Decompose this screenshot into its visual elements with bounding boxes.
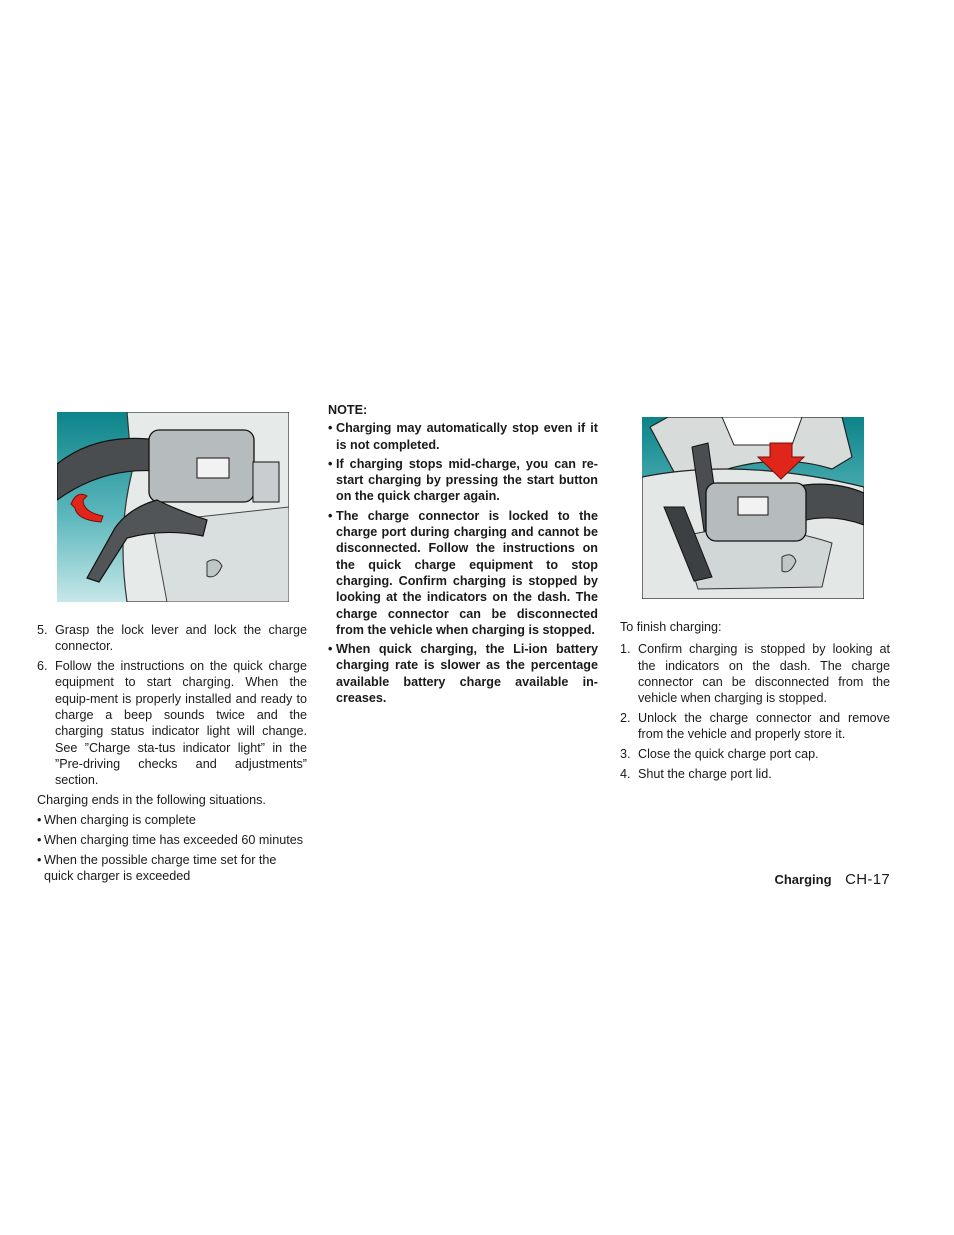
charging-ends-list: [37, 812, 307, 884]
unplug-connector-image: [642, 417, 864, 599]
finish-steps-list: [620, 641, 890, 782]
bullet-glyph: •: [37, 852, 42, 867]
charging-ends-intro: Charging ends in the following situations.: [37, 792, 266, 807]
list-item: [328, 508, 598, 638]
right-column: [620, 417, 890, 786]
note-text: Charging may automatically stop even if it is not completed.: [336, 421, 598, 452]
page-number: CH-17: [845, 871, 890, 888]
bullet-text: When the possible charge time set for the quick charger is exceeded: [44, 852, 277, 884]
list-item: [620, 746, 890, 762]
note-text: When quick charging, the Li-ion battery charging rate is slower as the percentage available battery charge available in-creases.: [336, 642, 598, 706]
bullet-text: When charging is complete: [44, 813, 196, 828]
list-item: [620, 710, 890, 743]
list-item: [328, 456, 598, 505]
notes-list: [328, 420, 598, 706]
step-number: 4.: [620, 766, 631, 781]
step-text: Shut the charge port lid.: [638, 766, 772, 781]
step-text: Close the quick charge port cap.: [638, 747, 819, 762]
list-item: [37, 812, 307, 828]
unplug-connector-illustration: [642, 417, 864, 599]
step-number: 3.: [620, 747, 631, 762]
finish-intro: To finish charging:: [620, 620, 722, 634]
step-text: Unlock the charge connector and remove from the vehicle and properly store it.: [638, 710, 890, 742]
bullet-glyph: •: [328, 421, 333, 436]
lock-lever-image: [57, 412, 289, 602]
page-footer: [774, 871, 890, 888]
step-number: 2.: [620, 710, 631, 725]
list-item: [620, 641, 890, 706]
note-text: The charge connector is locked to the charge port during charging and cannot be disconnected. Follow the instructions on the quick charge equipment to stop charging. Confirm charging is stopped by looking at the indicators on the dash. The charge connector can be disconnected from the vehicle when charging is stopped.: [336, 508, 598, 637]
note-title: NOTE:: [328, 403, 368, 417]
step-number: 6.: [37, 659, 48, 674]
middle-column: [328, 402, 598, 709]
start-steps-list: [37, 622, 307, 788]
list-item: [37, 832, 307, 848]
list-item: [37, 852, 307, 885]
step-number: 1.: [620, 642, 631, 657]
bullet-glyph: •: [37, 833, 42, 848]
step-number: 5.: [37, 623, 48, 637]
note-text: If charging stops mid-charge, you can re-start charging by pressing the start button on the quick charger again.: [336, 456, 598, 504]
section-name: Charging: [774, 872, 832, 887]
step-text: Follow the instructions on the quick charge equipment to start charging. When the equip-ment is properly installed and ready to charge a beep sounds twice and the charging status indicator light will change. See ”Charge sta-tus indicator light” in the ”Pre-driving checks and adjustments” section.: [55, 659, 307, 788]
lock-lever-illustration: [57, 412, 289, 602]
list-item: [37, 658, 307, 788]
step-text: Grasp the lock lever and lock the charge connector.: [55, 623, 307, 654]
list-item: [328, 641, 598, 706]
bullet-glyph: •: [328, 456, 333, 471]
left-column: [37, 412, 307, 888]
bullet-glyph: •: [328, 508, 333, 523]
bullet-glyph: •: [328, 642, 333, 657]
step-text: Confirm charging is stopped by looking at the indicators on the dash. The charge connector can be disconnected from the vehicle when charging is stopped.: [638, 642, 890, 706]
list-item: [37, 622, 307, 655]
bullet-text: When charging time has exceeded 60 minutes: [44, 833, 304, 848]
bullet-glyph: •: [37, 813, 42, 828]
list-item: [620, 766, 890, 782]
list-item: [328, 420, 598, 453]
